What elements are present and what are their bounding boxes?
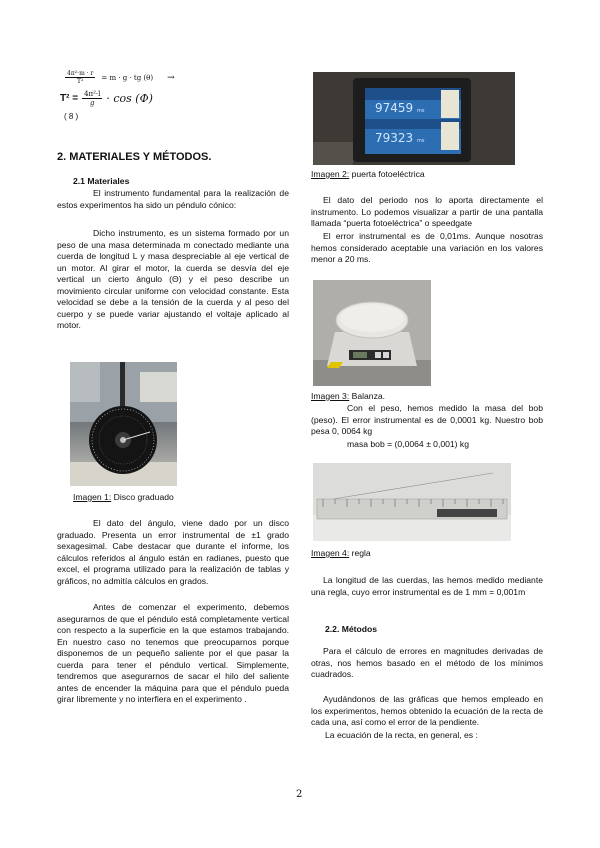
para-angle: El dato del ángulo, viene dado por un disco graduado. Presenta un error instrumental de ±1 grado sexagesimal. Cabe destacar que durante el informe, los cálculos referidos al ángulo están en radianes, puesto que excel, el programa utilizado para la realización de tablas y gráficos, no admitía cálculos en grados.: [57, 518, 289, 586]
ruler-photo: [313, 463, 511, 541]
image1-label: Imagen 1:: [73, 492, 112, 502]
display-unit-1: ms: [417, 108, 425, 114]
image4-label: Imagen 4:: [311, 548, 350, 558]
ruler-icon: [313, 463, 511, 541]
formula-top-numerator: 4π²·m · r: [67, 70, 94, 77]
speedgate-display-icon: [313, 72, 515, 165]
scale-icon: [313, 280, 431, 386]
display-value-2-number: 79323: [375, 131, 414, 145]
formula-t2-label: T² =: [60, 93, 79, 104]
sub-methods: 2.2. Métodos: [325, 624, 378, 634]
formula-eq-number: ( 8 ): [64, 112, 79, 121]
page-number: 2: [296, 789, 303, 800]
formula-top: [65, 70, 175, 85]
image2-caption: [311, 169, 425, 180]
disc-photo: [70, 362, 177, 486]
para-weight: Con el peso, hemos medido la masa del bob (peso). El error instrumental es de 0,0001 kg. Nuestro bob pesa 0, 0064 kg: [311, 403, 543, 436]
para-methods: Para el cálculo de errores en magnitudes derivadas de otras, nos hemos basado en el método de los mínimos cuadrados.: [311, 646, 543, 679]
image4-caption: [311, 548, 371, 559]
formula-frac-den: g: [89, 99, 95, 107]
para-graphs: Ayudándonos de las gráficas que hemos empleado en los experimentos, hemos obtenido la ecuación de la recta de cada una, así como el error de la pendiente.: [311, 694, 543, 727]
image3-caption: [311, 391, 385, 402]
formula-top-denominator: T²: [76, 78, 84, 85]
display-unit-2: ms: [417, 138, 425, 144]
para-instrument: Dicho instrumento, es un sistema formado por un peso de una masa determinada m conectado mediante una cuerda de longitud L y masa despreciable al eje vertical de un motor. Al girar el motor, la cuerda se desvía del eje vertical un cierto ángulo (Θ) y el peso describe un movimiento circular uniforme con velocidad constante. Esta velocidad se debe a la tensión de la cuerda y al peso del cuerpo y se puede variar ajustando el voltaje aplicado al motor.: [57, 228, 289, 330]
image4-text: regla: [349, 548, 371, 558]
formula-top-rhs: = m · g · tg (θ): [101, 73, 154, 82]
formula-frac-num: 4π²·l: [84, 90, 101, 98]
speedgate-photo: [313, 72, 515, 165]
image2-label: Imagen 2:: [311, 169, 350, 179]
formula-frac-rhs: · cos (Φ): [106, 92, 153, 105]
display-value-1: [375, 101, 425, 115]
para-before: Antes de comenzar el experimento, debemos asegurarnos de que el péndulo está completamente vertical con respecto a la superficie en la que estamos trabajando. En nuestro caso no tenemos que preocuparnos porque disponemos de un pequeño saliente por el que pasar la cuerda para tener el péndulo vertical. Simplemente, tendremos que asegurarnos de sacar el hilo del saliente antes de encender la máquina para que el péndulo pueda girar libremente y no interfiera en el experimento .: [57, 602, 289, 704]
image1-text: Disco graduado: [111, 492, 174, 502]
para-line-eq: La ecuación de la recta, en general, es :: [325, 730, 478, 740]
sub-materials: 2.1 Materiales: [73, 176, 130, 186]
image3-text: Balanza.: [349, 391, 386, 401]
image2-text: puerta fotoeléctrica: [349, 169, 425, 179]
display-value-2: [375, 131, 425, 145]
mass-line: masa bob = (0,0064 ± 0,001) kg: [347, 439, 470, 449]
section-heading: 2. MATERIALES Y MÉTODOS.: [57, 151, 212, 163]
para-period: El dato del periodo nos lo aporta directamente el instrumento. Lo podemos visualizar a partir de una pantalla llamada “puerta fotoeléctrica” o speedgate: [311, 195, 543, 228]
image3-label: Imagen 3:: [311, 391, 350, 401]
para-error: El error instrumental es de 0,01ms. Aunque nosotras hemos considerado aceptable una variación en los valores menor a 20 ms.: [311, 231, 543, 264]
para-intro: El instrumento fundamental para la realización de estos experimentos ha sido un péndulo cónico:: [57, 188, 289, 210]
graduated-disc-icon: [70, 362, 177, 486]
para-length: La longitud de las cuerdas, las hemos medido mediante una regla, cuyo error instrumental es de 1 mm = 0,001m: [311, 575, 543, 597]
scale-photo: [313, 280, 431, 386]
formula-arrow: →: [167, 72, 175, 83]
formula-main: [60, 90, 153, 107]
display-value-1-number: 97459: [375, 101, 414, 115]
image1-caption: [73, 492, 174, 503]
